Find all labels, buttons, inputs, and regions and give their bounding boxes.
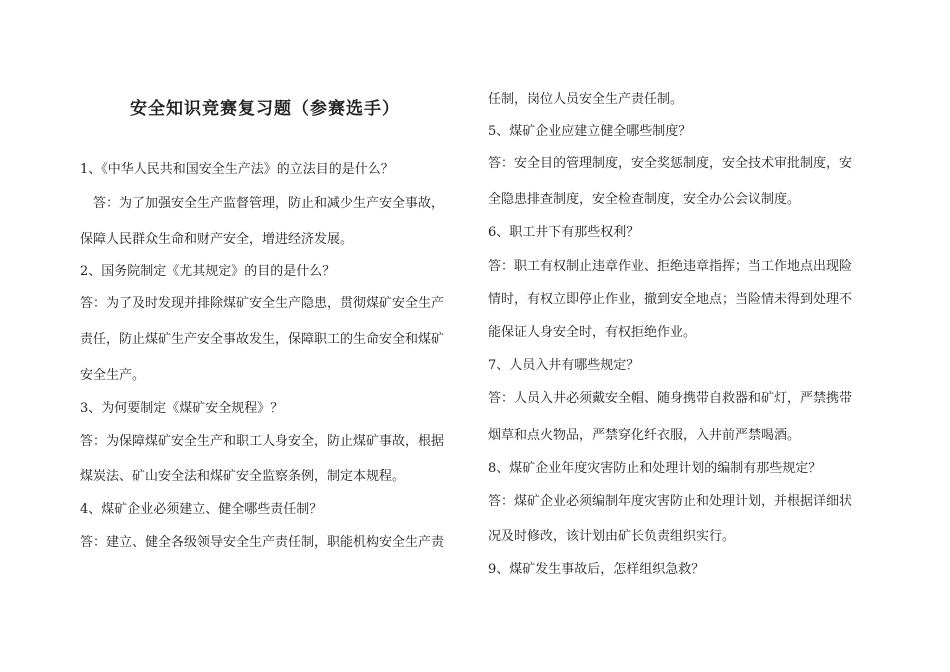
text-line: 8、煤矿企业年度灾害防止和处理计划的编制有那些规定？ (488, 461, 822, 476)
text-line: 1、《中华人民共和国安全生产法》的立法目的是什么？ (80, 162, 394, 177)
text-line: 煤炭法、矿山安全法和煤矿安全监察条例，制定本规程。 (80, 469, 406, 484)
text-line: 安全生产。 (80, 368, 146, 383)
text-line: 3、为何要制定《煤矿安全规程》？ (80, 401, 284, 416)
text-line: 答：为保障煤矿安全生产和职工人身安全，防止煤矿事故，根据 (80, 434, 445, 449)
text-line: 2、国务院制定《尤其规定》的目的是什么？ (80, 264, 336, 279)
text-line: 答：煤矿企业必须编制年度灾害防止和处理计划，并根据详细状 (488, 494, 853, 509)
text-line: 答：人员入井必须戴安全帽、随身携带自救器和矿灯，严禁携带 (488, 391, 853, 406)
text-line: 任制，岗位人员安全生产责任制。 (488, 92, 684, 107)
text-line: 保障人民群众生命和财产安全，增进经济发展。 (80, 232, 354, 247)
page-title: 安全知识竞赛复习题（参赛选手） (130, 99, 400, 119)
text-line: 全隐患排查制度，安全检查制度，安全办公会议制度。 (488, 192, 801, 207)
text-line: 责任，防止煤矿生产安全事故发生，保障职工的生命安全和煤矿 (80, 332, 445, 347)
text-line: 7、人员入井有哪些规定？ (488, 358, 640, 373)
text-line: 烟草和点火物品，严禁穿化纤衣服，入井前严禁喝酒。 (488, 428, 801, 443)
text-line: 6、职工井下有那些权利？ (488, 225, 640, 240)
text-line: 况及时修改，该计划由矿长负责组织实行。 (488, 529, 736, 544)
text-line: 能保证人身安全时，有权拒绝作业。 (488, 325, 697, 340)
text-line: 9、煤矿发生事故后，怎样组织急救？ (488, 562, 705, 577)
text-line: 情时，有权立即停止作业，撤到安全地点；当险情未得到处理不 (488, 292, 853, 307)
text-line: 答：职工有权制止违章作业、拒绝违章指挥；当工作地点出现险 (488, 259, 853, 274)
text-line: 答：为了加强安全生产监督管理，防止和减少生产安全事故， (80, 196, 445, 211)
text-line: 答：为了及时发现并排除煤矿安全生产隐患，贯彻煤矿安全生产 (80, 296, 445, 311)
text-line: 答：安全目的管理制度，安全奖惩制度，安全技术审批制度，安 (488, 156, 853, 171)
text-line: 5、煤矿企业应建立健全哪些制度？ (488, 124, 692, 139)
text-line: 4、煤矿企业必须建立、健全哪些责任制？ (80, 502, 323, 517)
text-line: 答：建立、健全各级领导安全生产责任制，职能机构安全生产责 (80, 535, 445, 550)
